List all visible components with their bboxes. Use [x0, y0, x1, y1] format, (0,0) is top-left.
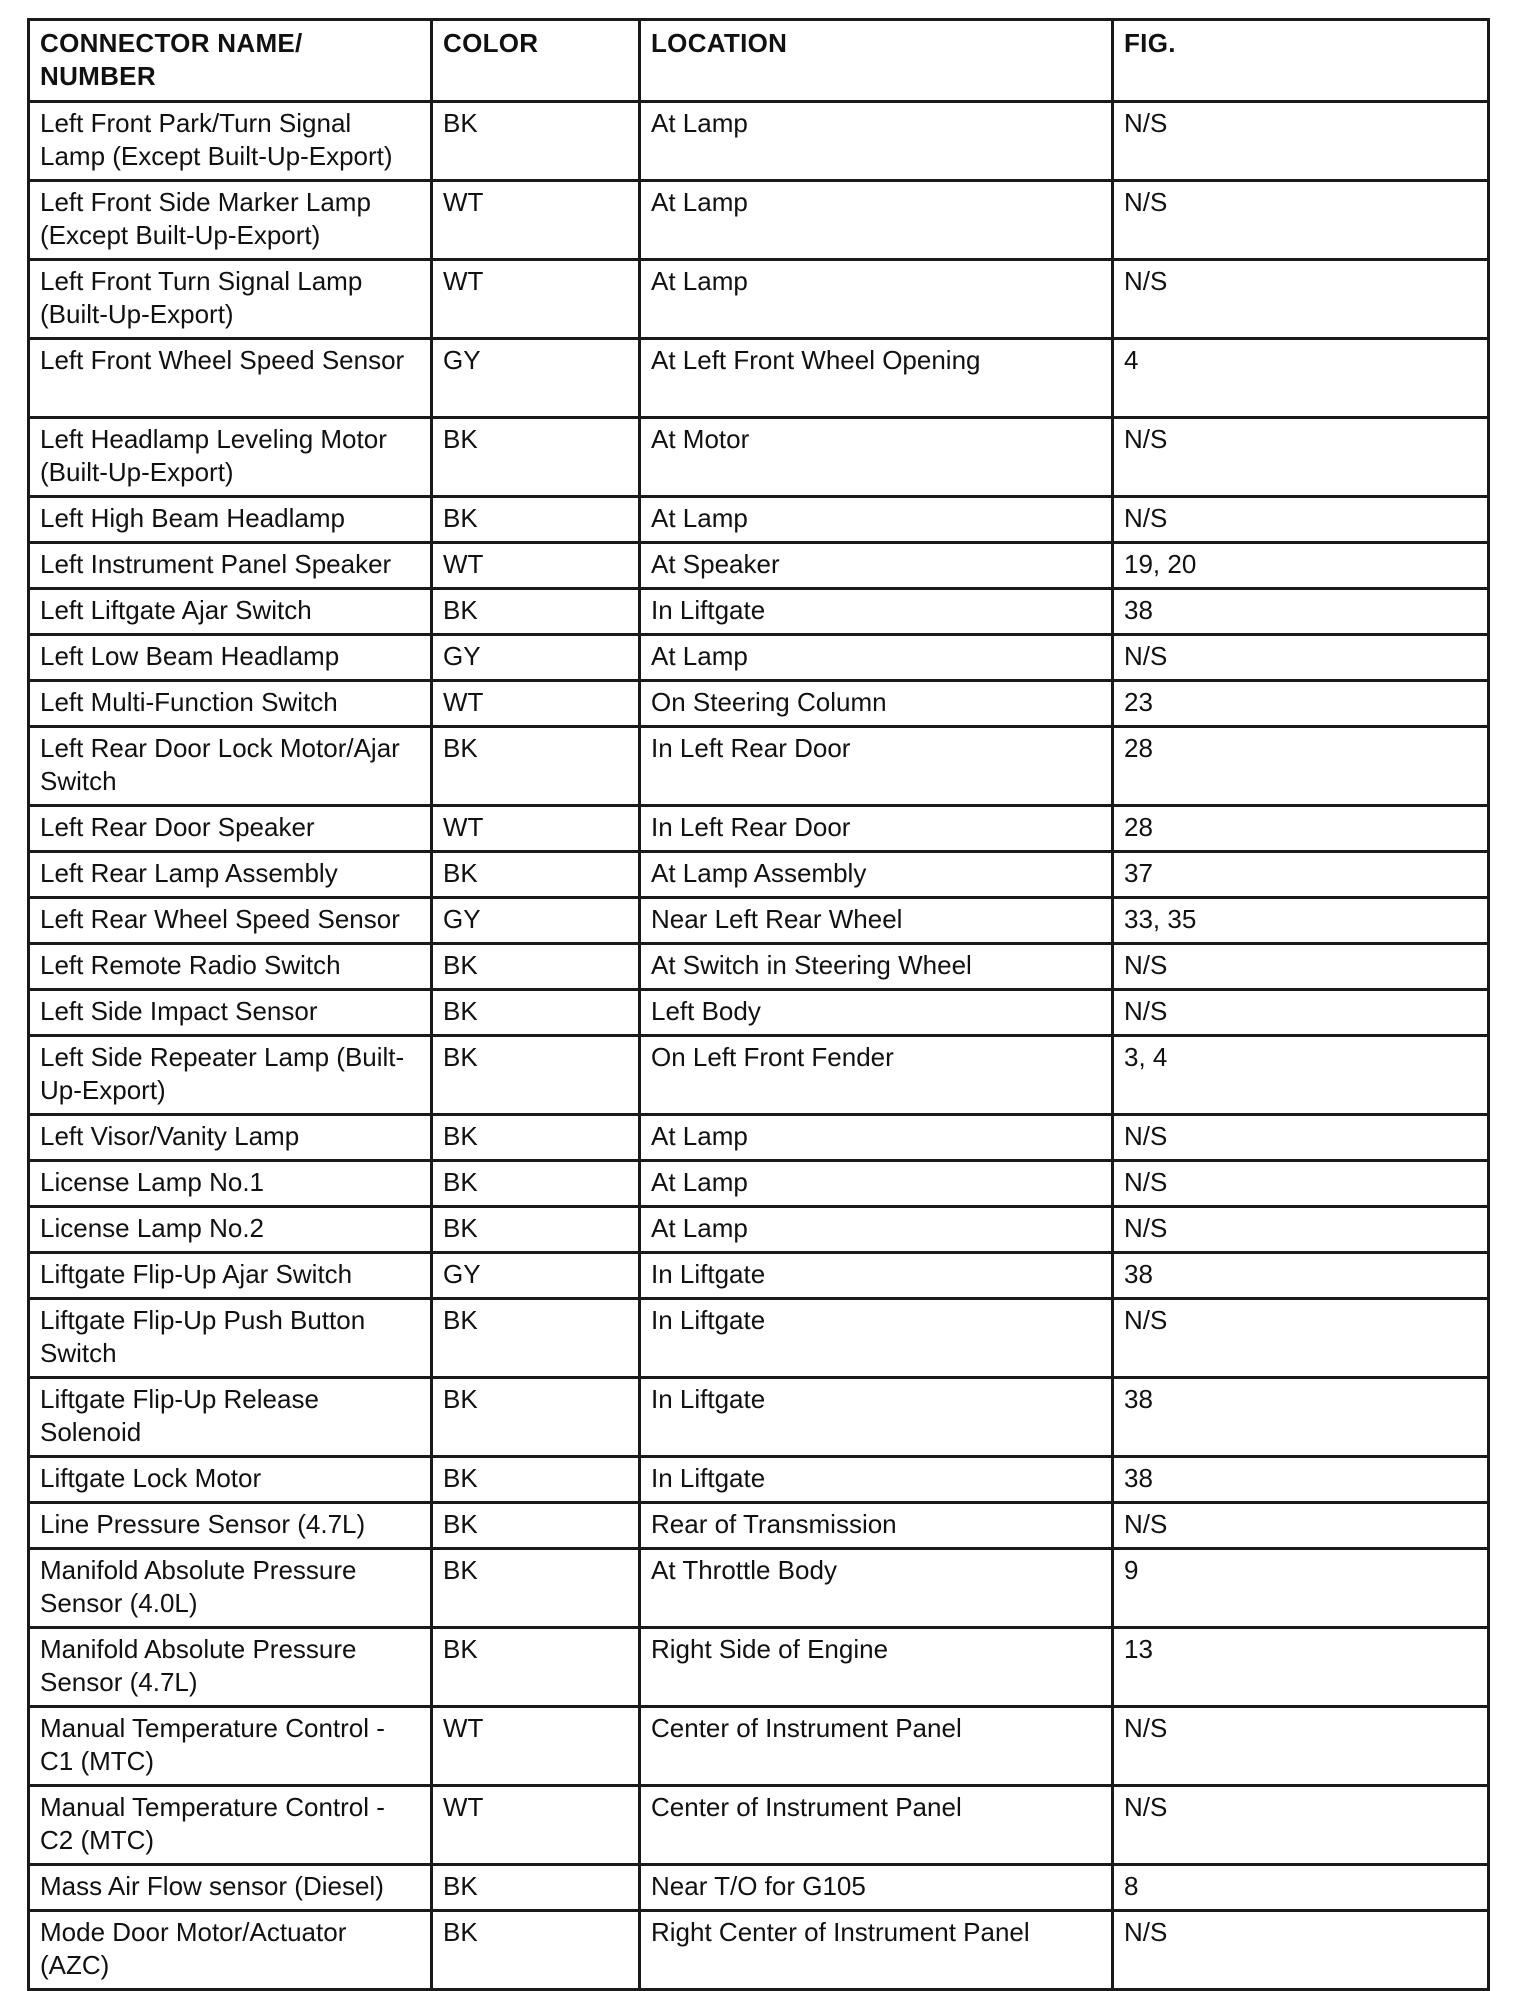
color-cell: BK — [432, 1457, 640, 1503]
table-row — [29, 635, 1489, 681]
connector-name-cell: License Lamp No.1 — [29, 1161, 432, 1207]
color-cell: BK — [432, 1115, 640, 1161]
color-cell: WT — [432, 681, 640, 727]
connector-name-cell: Liftgate Flip-Up Ajar Switch — [29, 1253, 432, 1299]
connector-name-cell: License Lamp No.2 — [29, 1207, 432, 1253]
location-cell: In Liftgate — [640, 1253, 1113, 1299]
color-cell: BK — [432, 1865, 640, 1911]
header-color: COLOR — [432, 20, 640, 102]
fig-cell: N/S — [1113, 1207, 1489, 1253]
connector-name-cell: Manual Temperature Control - C2 (MTC) — [29, 1786, 432, 1865]
location-cell: Left Body — [640, 990, 1113, 1036]
table-row — [29, 589, 1489, 635]
fig-cell: 9 — [1113, 1549, 1489, 1628]
color-cell: BK — [432, 418, 640, 497]
connector-table — [27, 18, 1490, 1991]
color-cell: WT — [432, 1786, 640, 1865]
connector-name-cell: Left Visor/Vanity Lamp — [29, 1115, 432, 1161]
connector-name-cell: Manifold Absolute Pressure Sensor (4.7L) — [29, 1628, 432, 1707]
color-cell: WT — [432, 260, 640, 339]
connector-name-cell: Left Remote Radio Switch — [29, 944, 432, 990]
table-row — [29, 1378, 1489, 1457]
table-row — [29, 418, 1489, 497]
color-cell: WT — [432, 1707, 640, 1786]
table-row — [29, 260, 1489, 339]
location-cell: In Liftgate — [640, 1299, 1113, 1378]
table-row — [29, 727, 1489, 806]
location-cell: In Liftgate — [640, 1457, 1113, 1503]
fig-cell: N/S — [1113, 1911, 1489, 1990]
fig-cell: N/S — [1113, 418, 1489, 497]
location-cell: Near T/O for G105 — [640, 1865, 1113, 1911]
location-cell: On Steering Column — [640, 681, 1113, 727]
connector-name-cell: Left High Beam Headlamp — [29, 497, 432, 543]
location-cell: At Lamp — [640, 635, 1113, 681]
fig-cell: N/S — [1113, 1161, 1489, 1207]
color-cell: WT — [432, 181, 640, 260]
location-cell: At Speaker — [640, 543, 1113, 589]
location-cell: In Liftgate — [640, 1378, 1113, 1457]
location-cell: Right Side of Engine — [640, 1628, 1113, 1707]
connector-name-cell: Left Front Side Marker Lamp (Except Built-Up-Export) — [29, 181, 432, 260]
table-row — [29, 1036, 1489, 1115]
table-row — [29, 1865, 1489, 1911]
connector-name-cell: Left Liftgate Ajar Switch — [29, 589, 432, 635]
color-cell: WT — [432, 543, 640, 589]
table-header-row — [29, 20, 1489, 102]
color-cell: GY — [432, 898, 640, 944]
table-row — [29, 1549, 1489, 1628]
location-cell: At Lamp — [640, 181, 1113, 260]
location-cell: At Lamp Assembly — [640, 852, 1113, 898]
header-connector-name: CONNECTOR NAME/ NUMBER — [29, 20, 432, 102]
header-location: LOCATION — [640, 20, 1113, 102]
table-row — [29, 1161, 1489, 1207]
table-row — [29, 1628, 1489, 1707]
location-cell: On Left Front Fender — [640, 1036, 1113, 1115]
location-cell: At Lamp — [640, 102, 1113, 181]
color-cell: BK — [432, 1503, 640, 1549]
location-cell: At Lamp — [640, 497, 1113, 543]
fig-cell: N/S — [1113, 635, 1489, 681]
color-cell: BK — [432, 102, 640, 181]
fig-cell: N/S — [1113, 1786, 1489, 1865]
location-cell: Rear of Transmission — [640, 1503, 1113, 1549]
connector-name-cell: Left Side Repeater Lamp (Built-Up-Export) — [29, 1036, 432, 1115]
connector-name-cell: Mass Air Flow sensor (Diesel) — [29, 1865, 432, 1911]
location-cell: At Left Front Wheel Opening — [640, 339, 1113, 418]
fig-cell: 28 — [1113, 727, 1489, 806]
connector-name-cell: Left Multi-Function Switch — [29, 681, 432, 727]
connector-name-cell: Liftgate Lock Motor — [29, 1457, 432, 1503]
connector-name-cell: Left Front Wheel Speed Sensor — [29, 339, 432, 418]
fig-cell: 23 — [1113, 681, 1489, 727]
table-row — [29, 497, 1489, 543]
fig-cell: 38 — [1113, 589, 1489, 635]
location-cell: At Lamp — [640, 1207, 1113, 1253]
fig-cell: N/S — [1113, 1299, 1489, 1378]
table-row — [29, 543, 1489, 589]
location-cell: At Lamp — [640, 1161, 1113, 1207]
table-row — [29, 990, 1489, 1036]
location-cell: Center of Instrument Panel — [640, 1786, 1113, 1865]
connector-name-cell: Manual Temperature Control - C1 (MTC) — [29, 1707, 432, 1786]
color-cell: GY — [432, 1253, 640, 1299]
table-row — [29, 1115, 1489, 1161]
color-cell: BK — [432, 990, 640, 1036]
connector-name-cell: Mode Door Motor/Actuator (AZC) — [29, 1911, 432, 1990]
fig-cell: 19, 20 — [1113, 543, 1489, 589]
color-cell: GY — [432, 339, 640, 418]
table-row — [29, 1299, 1489, 1378]
connector-name-cell: Left Instrument Panel Speaker — [29, 543, 432, 589]
location-cell: At Motor — [640, 418, 1113, 497]
location-cell: Center of Instrument Panel — [640, 1707, 1113, 1786]
fig-cell: 13 — [1113, 1628, 1489, 1707]
connector-name-cell: Left Headlamp Leveling Motor (Built-Up-Export) — [29, 418, 432, 497]
fig-cell: N/S — [1113, 1707, 1489, 1786]
fig-cell: 33, 35 — [1113, 898, 1489, 944]
connector-name-cell: Line Pressure Sensor (4.7L) — [29, 1503, 432, 1549]
color-cell: BK — [432, 727, 640, 806]
fig-cell: 4 — [1113, 339, 1489, 418]
connector-name-cell: Manifold Absolute Pressure Sensor (4.0L) — [29, 1549, 432, 1628]
table-row — [29, 1457, 1489, 1503]
fig-cell: N/S — [1113, 1115, 1489, 1161]
color-cell: BK — [432, 1299, 640, 1378]
table-row — [29, 1911, 1489, 1990]
color-cell: WT — [432, 806, 640, 852]
color-cell: BK — [432, 1161, 640, 1207]
table-row — [29, 1503, 1489, 1549]
location-cell: At Lamp — [640, 1115, 1113, 1161]
fig-cell: N/S — [1113, 260, 1489, 339]
connector-name-cell: Liftgate Flip-Up Release Solenoid — [29, 1378, 432, 1457]
fig-cell: 38 — [1113, 1378, 1489, 1457]
table-body — [29, 102, 1489, 1990]
fig-cell: 37 — [1113, 852, 1489, 898]
location-cell: At Switch in Steering Wheel — [640, 944, 1113, 990]
header-fig: FIG. — [1113, 20, 1489, 102]
color-cell: BK — [432, 1378, 640, 1457]
color-cell: BK — [432, 497, 640, 543]
color-cell: BK — [432, 589, 640, 635]
connector-name-cell: Left Front Park/Turn Signal Lamp (Except Built-Up-Export) — [29, 102, 432, 181]
table-row — [29, 181, 1489, 260]
color-cell: BK — [432, 1036, 640, 1115]
location-cell: Near Left Rear Wheel — [640, 898, 1113, 944]
table-row — [29, 1253, 1489, 1299]
fig-cell: 38 — [1113, 1457, 1489, 1503]
fig-cell: 3, 4 — [1113, 1036, 1489, 1115]
connector-name-cell: Left Rear Lamp Assembly — [29, 852, 432, 898]
fig-cell: 8 — [1113, 1865, 1489, 1911]
color-cell: GY — [432, 635, 640, 681]
fig-cell: N/S — [1113, 497, 1489, 543]
connector-name-cell: Liftgate Flip-Up Push Button Switch — [29, 1299, 432, 1378]
table-row — [29, 944, 1489, 990]
connector-table-sheet — [27, 18, 1487, 1991]
fig-cell: N/S — [1113, 1503, 1489, 1549]
connector-name-cell: Left Rear Wheel Speed Sensor — [29, 898, 432, 944]
color-cell: BK — [432, 1911, 640, 1990]
color-cell: BK — [432, 944, 640, 990]
location-cell: At Throttle Body — [640, 1549, 1113, 1628]
table-row — [29, 806, 1489, 852]
color-cell: BK — [432, 1628, 640, 1707]
fig-cell: N/S — [1113, 944, 1489, 990]
connector-name-cell: Left Rear Door Speaker — [29, 806, 432, 852]
table-row — [29, 898, 1489, 944]
connector-name-cell: Left Side Impact Sensor — [29, 990, 432, 1036]
color-cell: BK — [432, 1207, 640, 1253]
connector-name-cell: Left Front Turn Signal Lamp (Built-Up-Export) — [29, 260, 432, 339]
location-cell: In Left Rear Door — [640, 727, 1113, 806]
table-row — [29, 1207, 1489, 1253]
fig-cell: N/S — [1113, 990, 1489, 1036]
connector-name-cell: Left Low Beam Headlamp — [29, 635, 432, 681]
connector-name-cell: Left Rear Door Lock Motor/Ajar Switch — [29, 727, 432, 806]
location-cell: In Liftgate — [640, 589, 1113, 635]
color-cell: BK — [432, 1549, 640, 1628]
fig-cell: N/S — [1113, 181, 1489, 260]
location-cell: At Lamp — [640, 260, 1113, 339]
fig-cell: N/S — [1113, 102, 1489, 181]
table-row — [29, 852, 1489, 898]
table-row — [29, 1786, 1489, 1865]
fig-cell: 28 — [1113, 806, 1489, 852]
fig-cell: 38 — [1113, 1253, 1489, 1299]
location-cell: In Left Rear Door — [640, 806, 1113, 852]
table-row — [29, 102, 1489, 181]
location-cell: Right Center of Instrument Panel — [640, 1911, 1113, 1990]
table-row — [29, 681, 1489, 727]
color-cell: BK — [432, 852, 640, 898]
table-row — [29, 339, 1489, 418]
table-row — [29, 1707, 1489, 1786]
